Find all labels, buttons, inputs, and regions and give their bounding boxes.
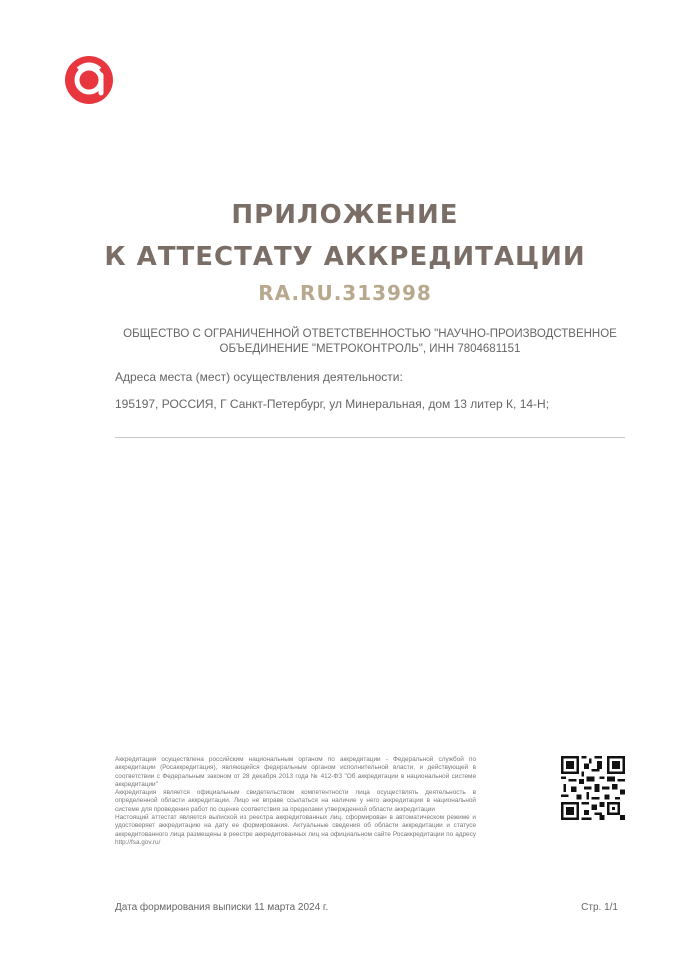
registration-number: RA.RU.313998 (258, 281, 432, 305)
legal-paragraph-2: Аккредитация является официальным свидетельством компетентности лица осуществлять деятельность в определенной области аккредитации. Лицо не вправе ссылаться на наличие у него аккредитации в национальной системе для проведения работ по оценке соответствия за пределами утвержденной области аккредитации (115, 789, 476, 813)
document-title-line1: ПРИЛОЖЕНИЕ (231, 200, 459, 230)
page-number: Стр. 1/1 (581, 902, 618, 913)
divider (115, 437, 625, 438)
issue-date: Дата формирования выписки 11 марта 2024 г. (115, 902, 329, 913)
legal-notice (115, 756, 476, 847)
address-label: Адреса места (мест) осуществления деятельности: (115, 370, 403, 384)
organization-name (120, 327, 620, 357)
document-title-line2: К АТТЕСТАТУ АККРЕДИТАЦИИ (104, 242, 586, 272)
qr-code-icon (561, 756, 625, 820)
accreditation-logo-icon (64, 55, 114, 105)
address-value: 195197, РОССИЯ, Г Санкт-Петербург, ул Минеральная, дом 13 литер К, 14-Н; (115, 397, 550, 411)
legal-paragraph-1: Аккредитация осуществлена российским национальным органом по аккредитации - Федеральной службой по аккредитации (Росаккредитация), являющейся федеральным органом исполнительной власти, и действующей в соответствии с Федеральным законом от 28 декабря 2013 года № 412-ФЗ "Об аккредитации в национальной системе аккредитации" (115, 756, 476, 788)
legal-paragraph-3: Настоящий аттестат является выпиской из реестра аккредитованных лиц, сформирован в автоматическом режиме и удостоверяет аккредитацию на дату ее формирования. Актуальные сведения об области аккредитации и статусе аккредитованного лица размещены в реестре аккредитованных лиц на официальном сайте Росаккредитации по адресу http://fsa.gov.ru/ (115, 814, 476, 846)
organization-name-line2: ОБЪЕДИНЕНИЕ "МЕТРОКОНТРОЛЬ", ИНН 7804681151 (219, 343, 521, 355)
organization-name-line1: ОБЩЕСТВО С ОГРАНИЧЕННОЙ ОТВЕТСТВЕННОСТЬЮ "НАУЧНО-ПРОИЗВОДСТВЕННОЕ (123, 328, 617, 340)
